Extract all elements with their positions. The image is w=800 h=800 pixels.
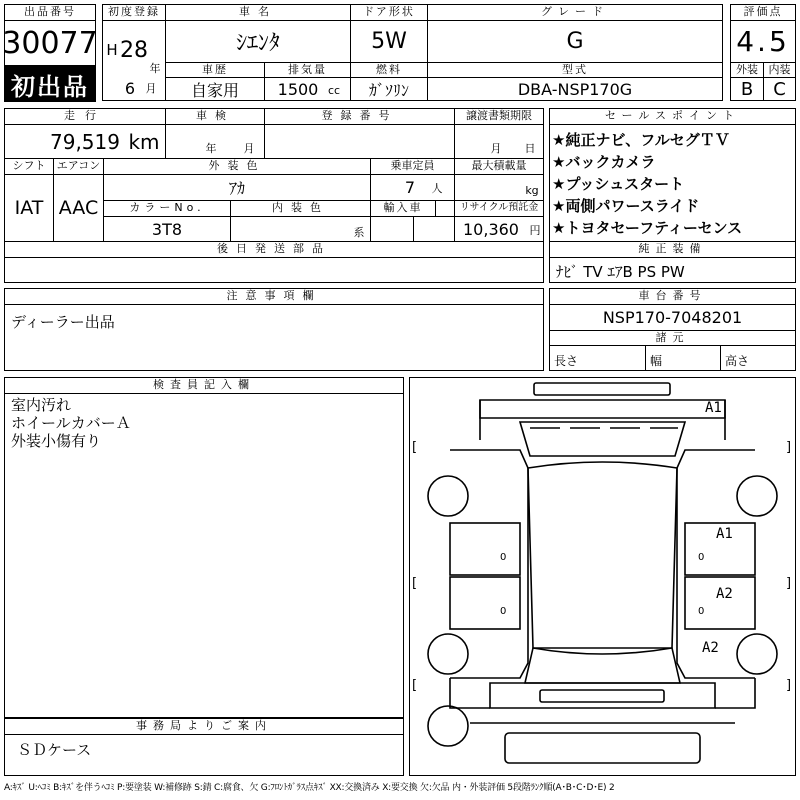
damage-mark: A2 bbox=[716, 586, 733, 602]
capacity-unit: 人 bbox=[431, 182, 443, 195]
spare-wheel bbox=[428, 706, 468, 746]
shift-label: シフト bbox=[4, 158, 54, 175]
history-label: 車歴 bbox=[165, 62, 265, 78]
interior: C bbox=[773, 78, 786, 100]
history-cell bbox=[165, 77, 265, 101]
displacement-label: 排気量 bbox=[264, 62, 351, 78]
max-load-label: 最大積載量 bbox=[454, 158, 544, 175]
car-name-cell bbox=[165, 20, 351, 63]
sales-points-list bbox=[552, 129, 742, 239]
score-cell bbox=[730, 20, 796, 63]
first-reg-cell bbox=[102, 20, 166, 101]
windshield-outline bbox=[520, 422, 685, 456]
grade-label: グレード bbox=[427, 4, 723, 21]
displacement-unit: cc bbox=[327, 83, 341, 97]
equip-cell bbox=[549, 257, 796, 283]
import-cell bbox=[370, 216, 414, 242]
car-diagram bbox=[410, 378, 795, 775]
fuel-cell bbox=[350, 77, 428, 101]
import-cell-2 bbox=[413, 216, 455, 242]
exterior: B bbox=[740, 78, 754, 100]
sales-point-item: ★両側パワースライド bbox=[552, 197, 700, 215]
door-handle-mark: 0 bbox=[500, 606, 507, 617]
legend-text: A:ｷｽﾞ U:ﾍｺﾐ B:ｷｽﾞを伴うﾍｺﾐ P:要塗装 W:補修跡 S:錆 C:腐食、欠 G:ﾌﾛﾝﾄｶﾞﾗｽ点ｷｽﾞ XX:交換済み X:要交換 欠:欠品 内・外装評価 5段階ﾗﾝｸ順(A･B･C･D･E) 2 bbox=[4, 783, 615, 793]
equip-label: 純正装備 bbox=[549, 241, 796, 258]
chassis-number: NSP170-7048201 bbox=[602, 308, 743, 327]
width-cell bbox=[645, 345, 721, 371]
notes-cell bbox=[4, 304, 544, 371]
max-load-cell bbox=[454, 174, 544, 201]
exterior-cell bbox=[730, 77, 764, 101]
first-listing-text: 初出品 bbox=[11, 72, 89, 101]
front-bumper-outline bbox=[534, 383, 670, 395]
displacement-cell bbox=[264, 77, 351, 101]
wheel-front-left bbox=[428, 476, 468, 516]
inspection-cell bbox=[165, 124, 265, 159]
transfer-month-unit: 月 bbox=[490, 142, 502, 155]
glass-bracket: [ bbox=[412, 576, 418, 591]
notes-text: ディーラー出品 bbox=[11, 313, 115, 331]
mileage-cell bbox=[4, 124, 166, 159]
inspector-cell bbox=[4, 393, 404, 718]
model-label: 型式 bbox=[427, 62, 723, 78]
glass-bracket: [ bbox=[412, 678, 418, 693]
damage-mark: A1 bbox=[705, 400, 722, 416]
inspector-line: 外装小傷有り bbox=[11, 432, 102, 450]
later-parts-label: 後日発送部品 bbox=[4, 241, 544, 258]
capacity: 7 bbox=[404, 178, 416, 197]
roof-outline bbox=[528, 462, 677, 654]
reg-no-label: 登録番号 bbox=[264, 108, 455, 125]
ext-color-cell bbox=[103, 174, 371, 201]
inspector-line: 室内汚れ bbox=[11, 396, 72, 414]
grade-cell bbox=[427, 20, 723, 63]
int-color-unit: 系 bbox=[353, 226, 365, 239]
first-reg-year: 28 bbox=[120, 37, 148, 63]
shift-cell bbox=[4, 174, 54, 242]
left-front-door bbox=[450, 523, 520, 575]
glass-bracket: ] bbox=[786, 440, 792, 455]
rear-underbody-outline bbox=[505, 733, 700, 763]
grade: G bbox=[566, 29, 584, 54]
door-cell bbox=[350, 20, 428, 63]
int-color-cell bbox=[230, 216, 371, 242]
import-label: 輸入車 bbox=[370, 200, 436, 217]
inspection-year-unit: 年 bbox=[205, 142, 217, 155]
left-rear-door bbox=[450, 577, 520, 629]
history: 自家用 bbox=[190, 80, 239, 100]
notes-label: 注意事項欄 bbox=[4, 288, 544, 305]
inspector-label: 検査員記入欄 bbox=[4, 377, 404, 394]
height-cell bbox=[720, 345, 796, 371]
interior-cell bbox=[763, 77, 796, 101]
first-reg-year-unit: 年 bbox=[149, 62, 161, 75]
first-reg-era: H bbox=[106, 41, 118, 59]
wheel-rear-right bbox=[737, 634, 777, 674]
displacement: 1500 bbox=[277, 79, 319, 99]
length-cell bbox=[549, 345, 646, 371]
door-handle-mark: 0 bbox=[500, 552, 507, 563]
equip: ﾅﾋﾞ TV ｴｱB PS PW bbox=[556, 263, 685, 281]
transfer-label: 譲渡書類期限 bbox=[454, 108, 544, 125]
sales-point-item: ★バックカメラ bbox=[552, 153, 656, 171]
lot-no-cell bbox=[4, 20, 96, 66]
chassis-label: 車台番号 bbox=[549, 288, 796, 305]
left-side-outline bbox=[450, 450, 528, 678]
max-load-unit: kg bbox=[525, 183, 539, 197]
score: 4.5 bbox=[736, 25, 790, 58]
capacity-cell bbox=[370, 174, 455, 201]
model-cell bbox=[427, 77, 723, 101]
door-label: ドア形状 bbox=[350, 4, 428, 21]
sales-point-item: ★純正ナビ、フルセグＴＶ bbox=[552, 131, 730, 149]
first-reg-label: 初度登録 bbox=[102, 4, 166, 21]
model: DBA-NSP170G bbox=[517, 79, 633, 99]
inspector-line: ホイールカバーＡ bbox=[11, 414, 131, 432]
recycle-unit: 円 bbox=[529, 224, 541, 237]
later-parts-cell bbox=[4, 257, 544, 283]
glass-bracket: [ bbox=[412, 440, 418, 455]
transfer-cell bbox=[454, 124, 544, 159]
fuel: ｶﾞｿﾘﾝ bbox=[368, 80, 409, 100]
recycle: 10,360 bbox=[463, 219, 519, 239]
sales-points-cell bbox=[549, 124, 796, 242]
car-name-label: 車名 bbox=[165, 4, 351, 21]
color-no: 3T8 bbox=[151, 219, 183, 239]
recycle-label: リサイクル預託金 bbox=[454, 200, 544, 217]
height-label: 高さ bbox=[725, 354, 750, 368]
damage-mark: A1 bbox=[716, 526, 733, 542]
capacity-label: 乗車定員 bbox=[370, 158, 455, 175]
rear-bumper-outline bbox=[540, 690, 664, 702]
sales-point-item: ★トヨタセーフティーセンス bbox=[552, 219, 743, 237]
interior-label: 内装 bbox=[763, 62, 796, 78]
int-color-label: 内装色 bbox=[230, 200, 371, 217]
right-rear-door bbox=[685, 577, 755, 629]
rear-hatch-outline bbox=[490, 683, 715, 708]
first-reg-month-unit: 月 bbox=[145, 82, 157, 95]
inspection-month-unit: 月 bbox=[243, 142, 255, 155]
ext-color-label: 外装色 bbox=[103, 158, 371, 175]
score-label: 評価点 bbox=[730, 4, 796, 21]
color-no-cell bbox=[103, 216, 231, 242]
lot-no: 30077 bbox=[2, 25, 98, 61]
reg-no-cell bbox=[264, 124, 455, 159]
car-diagram-frame bbox=[409, 377, 796, 776]
fuel-label: 燃料 bbox=[350, 62, 428, 78]
shift: IAT bbox=[14, 197, 44, 219]
office-cell bbox=[4, 734, 404, 776]
length-label: 長さ bbox=[554, 354, 579, 368]
wheel-front-right bbox=[737, 476, 777, 516]
ac-label: エアコン bbox=[53, 158, 104, 175]
transfer-day-unit: 日 bbox=[524, 142, 536, 155]
wheel-rear-left bbox=[428, 634, 468, 674]
recycle-cell bbox=[454, 216, 544, 242]
glass-bracket: ] bbox=[786, 678, 792, 693]
chassis-cell bbox=[549, 304, 796, 331]
car-name: ｼｴﾝﾀ bbox=[235, 31, 280, 56]
first-reg-month: 6 bbox=[124, 78, 136, 98]
inspector-lines bbox=[11, 396, 131, 450]
damage-mark: A2 bbox=[702, 640, 719, 656]
width-label: 幅 bbox=[650, 354, 663, 368]
door-handle-mark: 0 bbox=[698, 606, 705, 617]
lot-no-label: 出品番号 bbox=[4, 4, 96, 21]
mileage-unit: km bbox=[128, 130, 160, 154]
dims-label: 諸元 bbox=[549, 330, 796, 346]
glass-bracket: ] bbox=[786, 576, 792, 591]
mileage-label: 走行 bbox=[4, 108, 166, 125]
inspection-label: 車検 bbox=[165, 108, 265, 125]
office-text: ＳＤケース bbox=[17, 741, 92, 759]
color-no-label: カラーNo. bbox=[103, 200, 231, 217]
ac-cell bbox=[53, 174, 104, 242]
sales-point-item: ★プッシュスタート bbox=[552, 175, 685, 193]
ac: AAC bbox=[58, 197, 99, 219]
office-label: 事務局よりご案内 bbox=[4, 718, 404, 735]
ext-color: ｱｶ bbox=[228, 179, 245, 198]
door-type: 5W bbox=[371, 29, 407, 54]
first-listing-badge bbox=[4, 66, 96, 102]
hood-outline bbox=[480, 400, 725, 418]
mileage: 79,519 bbox=[50, 130, 120, 154]
sales-points-label: セールスポイント bbox=[549, 108, 796, 125]
exterior-label: 外装 bbox=[730, 62, 764, 78]
door-handle-mark: 0 bbox=[698, 552, 705, 563]
front-fender-lines bbox=[480, 400, 725, 440]
